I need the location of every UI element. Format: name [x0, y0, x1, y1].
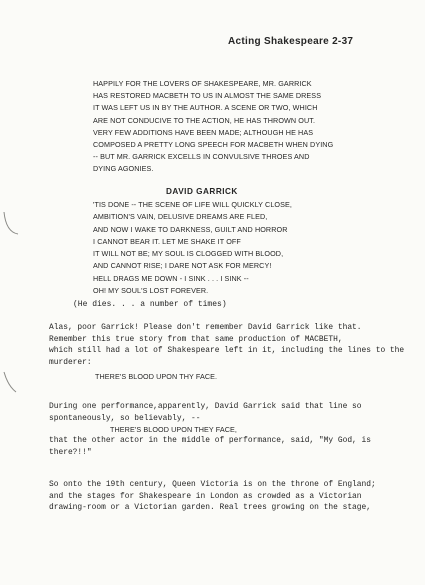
verse-line: AND NOW I WAKE TO DARKNESS, GUILT AND HORROR [93, 224, 288, 234]
quote-line: COMPOSED A PRETTY LONG SPEECH FOR MACBETH WHEN DYING [93, 140, 334, 150]
margin-hole-mark-upper [0, 210, 20, 240]
verse-speech [93, 199, 393, 297]
paragraph-line: murderer: [49, 357, 92, 367]
quote-line: HAPPILY FOR THE LOVERS OF SHAKESPEARE, MR. GARRICK [93, 79, 312, 88]
paragraph-performance [49, 401, 389, 424]
paragraph-line: that the other actor in the middle of performance, said, "My God, is [49, 436, 371, 445]
margin-hole-mark-lower [0, 370, 20, 400]
quote-line: IT WAS LEFT US IN BY THE AUTHOR. A SCENE OR TWO, WHICH [93, 103, 318, 113]
paragraph-line: and the stages for Shakespeare in London as crowded as a Victorian [49, 491, 362, 501]
running-head: Acting Shakespeare 2-37 [228, 36, 354, 47]
verse-line: IT WILL NOT BE; MY SOUL IS CLOGGED WITH BLOOD, [93, 249, 284, 259]
verse-line: AND CANNOT RISE; I DARE NOT ASK FOR MERCY! [93, 261, 272, 271]
quote-line: VERY FEW ADDITIONS HAVE BEEN MADE; ALTHOUGH HE HAS [93, 127, 314, 137]
verse-line: AMBITION'S VAIN, DELUSIVE DREAMS ARE FLED, [93, 212, 268, 222]
quote-line: -- BUT MR. GARRICK EXCELLS IN CONVULSIVE THROES AND [93, 152, 310, 162]
historical-quote-block [93, 78, 393, 176]
stage-direction: (He dies. . . a number of times) [73, 300, 227, 309]
quote-line: HAS RESTORED MACBETH TO US IN ALMOST THE SAME DRESS [93, 91, 322, 101]
verse-line: HELL DRAGS ME DOWN - I SINK . . . I SINK -- [93, 273, 249, 283]
quote-line: DYING AGONIES. [93, 164, 154, 174]
quoted-cue-line: THERE'S BLOOD UPON THY FACE. [95, 372, 218, 381]
paragraph-line: drawing-room or a Victorian garden. Real trees growing on the stage, [49, 503, 371, 513]
paragraph-line: So onto the 19th century, Queen Victoria is on the throne of England; [49, 480, 376, 489]
verse-line: OH! MY SOUL'S LOST FOREVER. [93, 286, 209, 296]
paragraph-line: there?!!" [49, 447, 92, 457]
paragraph-continuation [49, 435, 389, 458]
quote-line: ARE NOT CONDUCIVE TO THE ACTION, HE HAS THROWN OUT. [93, 115, 316, 125]
paragraph-line: which still had a lot of Shakespeare left in it, including the lines to the [49, 346, 405, 356]
paragraph-victorian [49, 479, 389, 514]
paragraph-line: During one performance,apparently, David Garrick said that line so [49, 402, 362, 411]
verse-line: 'TIS DONE -- THE SCENE OF LIFE WILL QUICKLY CLOSE, [93, 200, 293, 209]
paragraph-line: spontaneously, so believably, -- [49, 413, 201, 423]
quoted-cue-line: THERE'S BLOOD UPON THEY FACE, [110, 425, 238, 434]
speaker-heading: DAVID GARRICK [166, 187, 238, 196]
paragraph-line: Alas, poor Garrick! Please don't remember David Garrick like that. [49, 323, 362, 332]
paragraph-line: Remember this true story from that same production of MACBETH, [49, 334, 343, 344]
verse-line: I CANNOT BEAR IT. LET ME SHAKE IT OFF [93, 236, 241, 246]
paragraph-garrick [49, 322, 405, 368]
